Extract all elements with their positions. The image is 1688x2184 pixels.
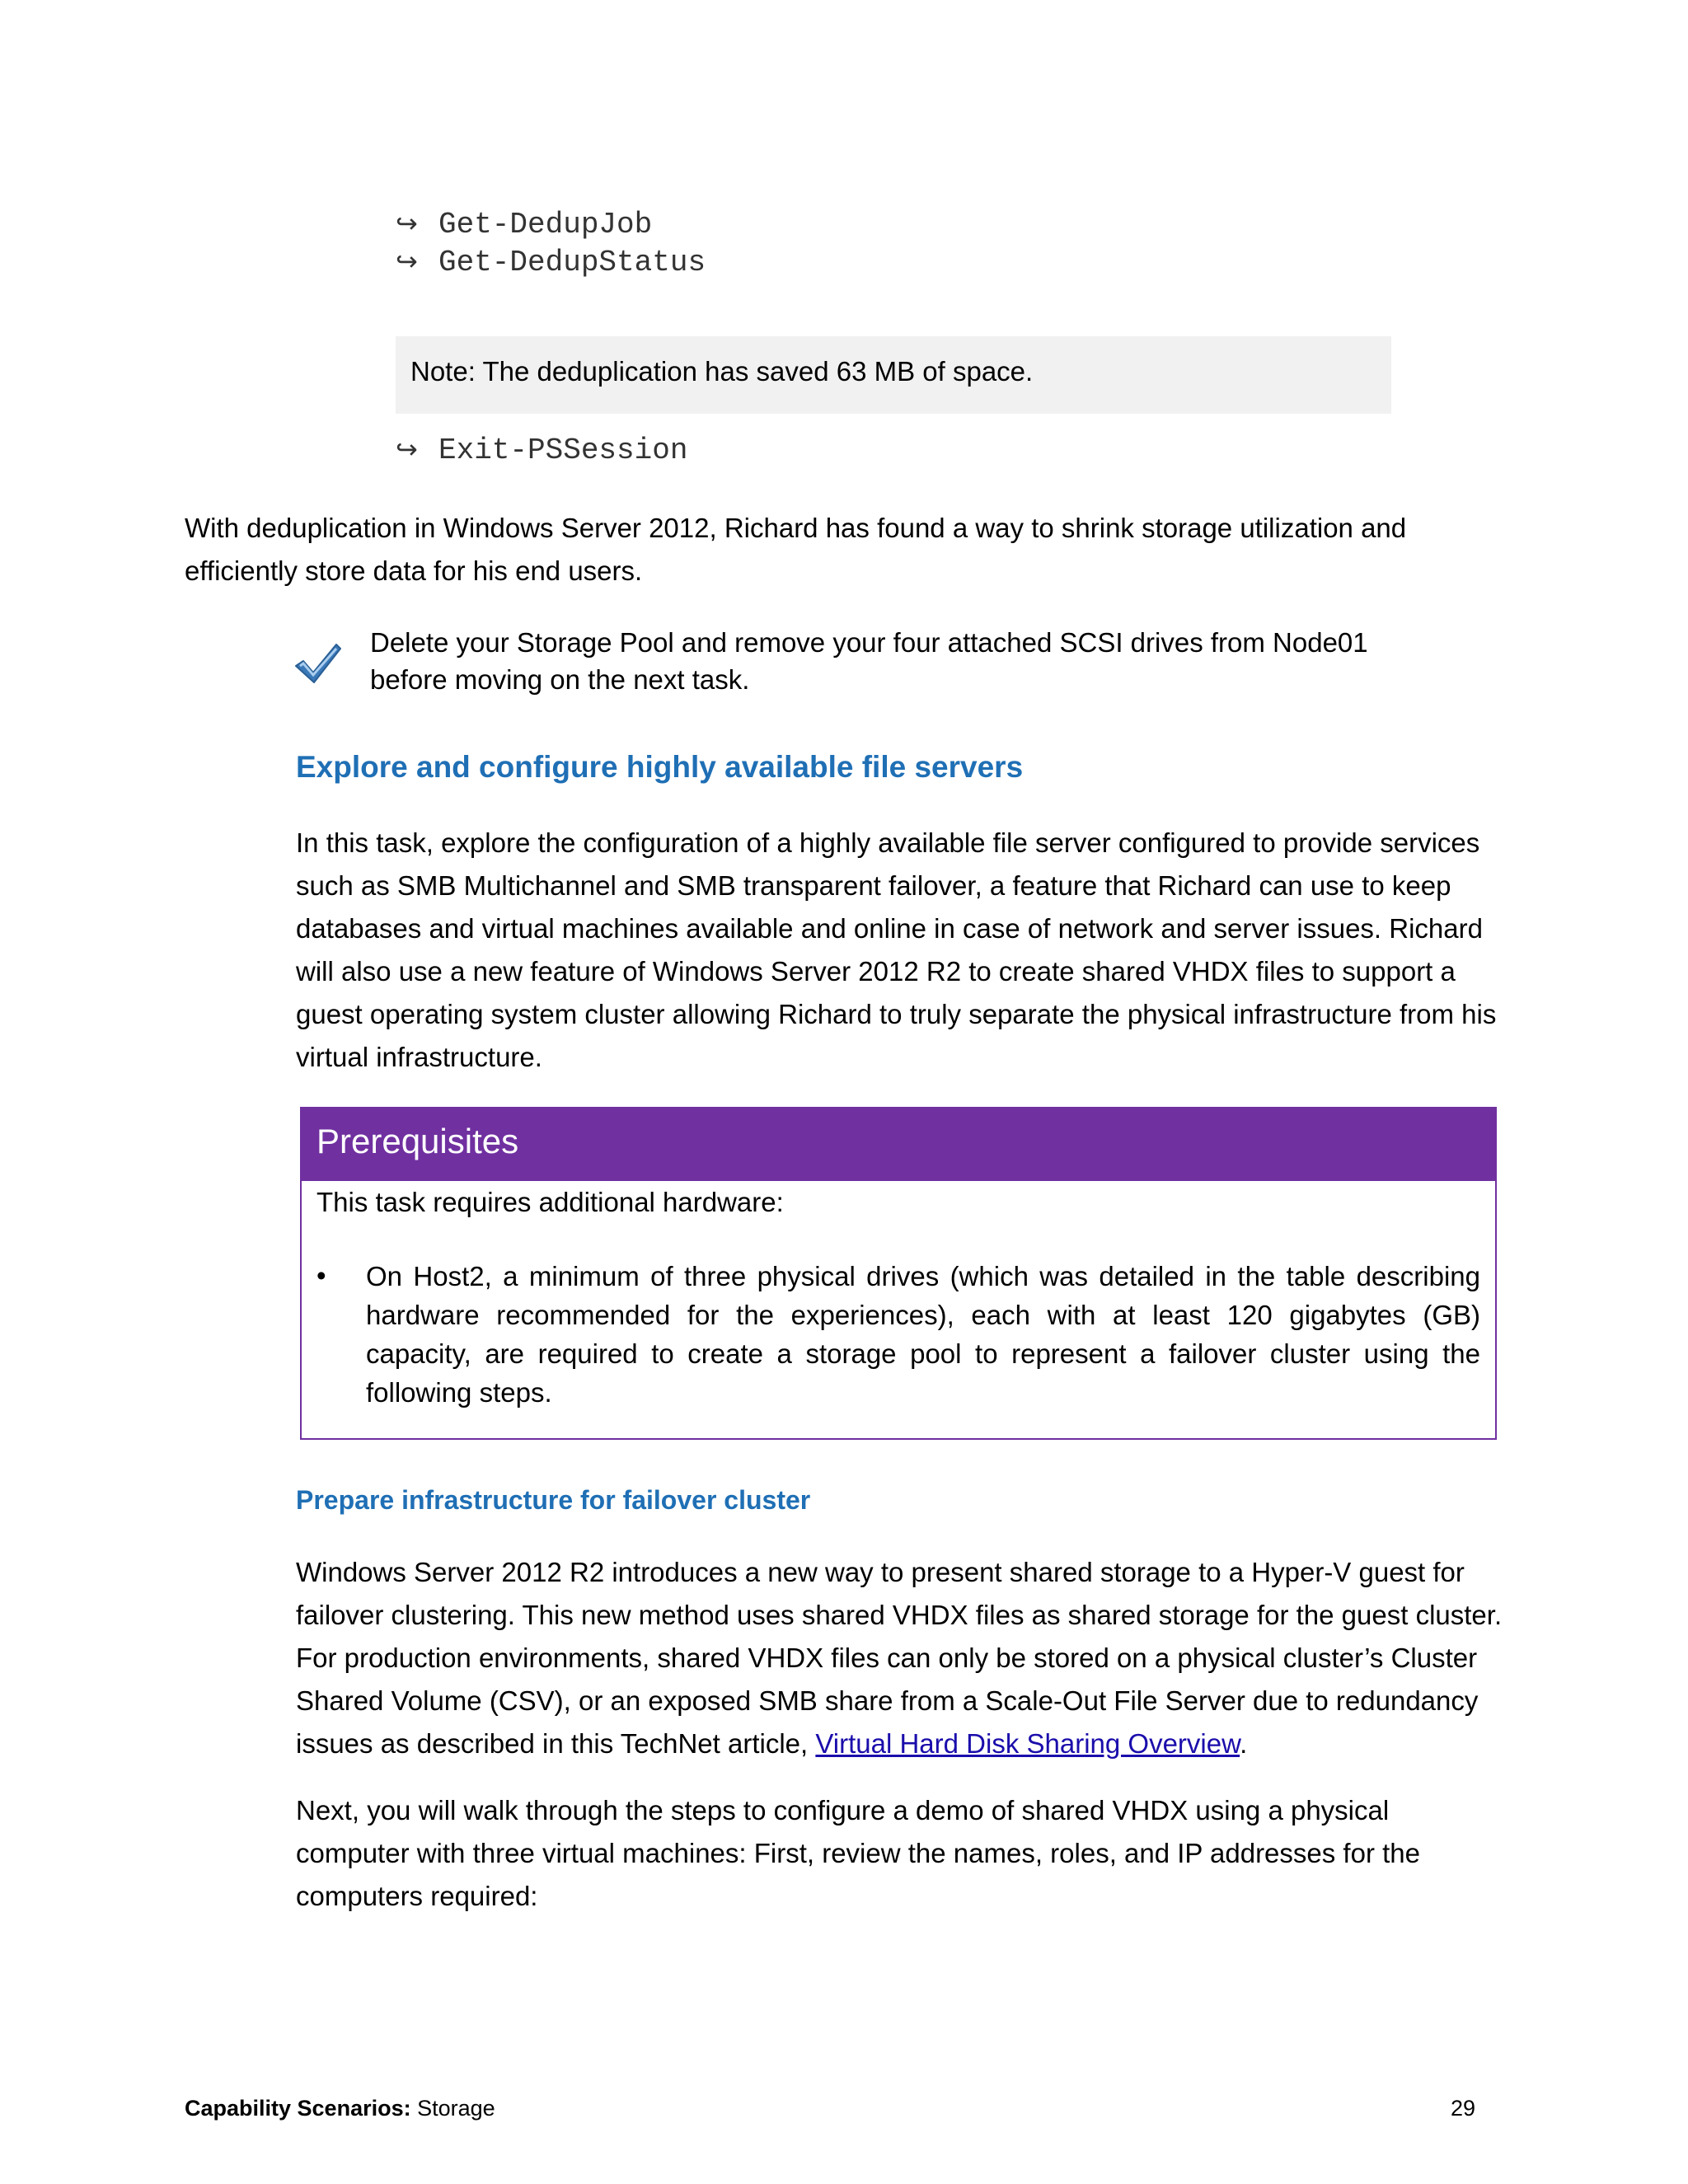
footer-section: Storage <box>417 2096 495 2121</box>
checkmark-icon <box>293 641 343 686</box>
note-box <box>396 336 1391 414</box>
prerequisites-intro: This task requires additional hardware: <box>316 1187 784 1217</box>
command-text: Exit-PSSession <box>438 434 688 467</box>
subsection-heading: Prepare infrastructure for failover cluster <box>296 1485 811 1515</box>
command-line <box>396 242 706 282</box>
page-number: 29 <box>1451 2096 1476 2121</box>
return-arrow-icon: ↪ <box>396 208 418 239</box>
section-heading: Explore and configure highly available file servers <box>296 750 1024 784</box>
checkmark-note-text: Delete your Storage Pool and remove your four attached SCSI drives from Node01 before moving on the next task. <box>370 627 1368 695</box>
paragraph-end-punctuation: . <box>1240 1728 1248 1759</box>
subsection-paragraph <box>296 1551 1507 1765</box>
technet-article-link[interactable]: Virtual Hard Disk Sharing Overview <box>815 1728 1240 1759</box>
prerequisites-bullet: On Host2, a minimum of three physical drives (which was detailed in the table describing hardware recommended for the experiences), each with at least 120 gigabytes (GB) capacity, are required to create a storage pool to represent a failover cluster using the following steps. <box>366 1261 1480 1408</box>
command-line <box>396 204 652 244</box>
command-text: Get-DedupJob <box>438 208 653 241</box>
footer <box>185 2096 495 2121</box>
prerequisites-title: Prerequisites <box>302 1108 1495 1181</box>
return-arrow-icon: ↪ <box>396 246 418 277</box>
command-line <box>396 430 687 470</box>
section-paragraph: In this task, explore the configuration of a highly available file server configured to provide services such as SMB Multichannel and SMB transparent failover, a feature that Richard can use to keep databases and virtual machines available and online in case of network and server issues. Richard will also use a new feature of Windows Server 2012 R2 to create shared VHDX files to support a guest operating system cluster allowing Richard to truly separate the physical infrastructure from his virtual infrastructure. <box>296 827 1497 1072</box>
subsection-paragraph-2: Next, you will walk through the steps to configure a demo of shared VHDX using a physical computer with three virtual machines: First, review the names, roles, and IP addresses for the computers required: <box>296 1795 1420 1911</box>
subsection-paragraph-text: Windows Server 2012 R2 introduces a new way to present shared storage to a Hyper-V guest for failover clustering. This new method uses shared VHDX files as shared storage for the guest cluster. For production environments, shared VHDX files can only be stored on a physical cluster’s Cluster Shared Volume (CSV), or an exposed SMB share from a Scale-Out File Server due to redundancy issues as described in this TechNet article, <box>296 1557 1503 1759</box>
prerequisites-box <box>300 1107 1497 1440</box>
bullet-marker: • <box>316 1260 326 1291</box>
note-text: Note: The deduplication has saved 63 MB of space. <box>410 356 1034 387</box>
footer-label: Capability Scenarios: <box>185 2096 411 2121</box>
return-arrow-icon: ↪ <box>396 434 418 465</box>
command-text: Get-DedupStatus <box>438 246 706 279</box>
intro-paragraph: With deduplication in Windows Server 2012, Richard has found a way to shrink storage utilization and efficiently store data for his end users. <box>185 513 1407 586</box>
